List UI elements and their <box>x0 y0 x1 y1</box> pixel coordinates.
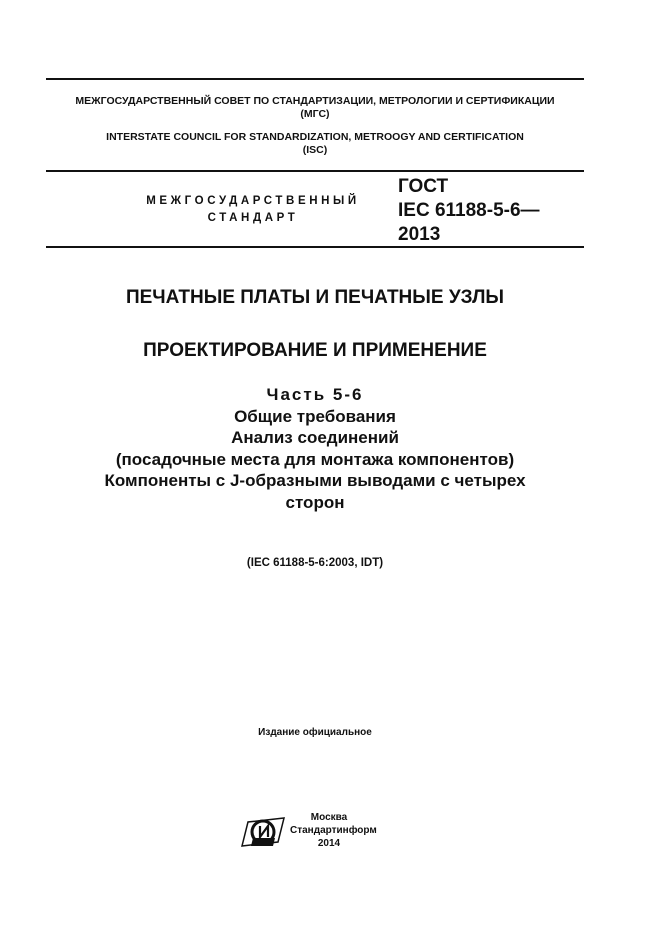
publisher-block <box>290 811 377 850</box>
top-rule <box>46 78 584 80</box>
standard-rule <box>46 246 584 248</box>
publication-year: 2014 <box>317 838 341 849</box>
document-title-line2: ПРОЕКТИРОВАНИЕ И ПРИМЕНЕНИЕ <box>143 340 487 361</box>
council-name-ru <box>46 95 584 121</box>
council-name-ru-line1: МЕЖГОСУДАРСТВЕННЫЙ СОВЕТ ПО СТАНДАРТИЗАЦИИ, МЕТРОЛОГИИ И СЕРТИФИКАЦИИ <box>75 95 555 107</box>
part-subtitle-line2: Анализ соединений <box>231 428 399 448</box>
publisher-name: Стандартинформ <box>290 825 377 836</box>
standard-type-label <box>128 193 378 227</box>
part-subtitle <box>40 384 590 514</box>
council-abbr-ru: (МГС) <box>300 108 330 120</box>
part-subtitle-line5: сторон <box>285 492 345 512</box>
part-subtitle-line4: Компоненты с J-образными выводами с четырех <box>104 471 526 491</box>
standard-code <box>398 175 598 247</box>
header-rule <box>46 170 584 172</box>
standartinform-logo-icon <box>238 812 290 852</box>
part-subtitle-line3: (посадочные места для монтажа компонентов) <box>115 449 515 469</box>
council-name-en-line1: INTERSTATE COUNCIL FOR STANDARDIZATION, METROOGY AND CERTIFICATION <box>106 131 524 143</box>
part-subtitle-line1: Общие требования <box>234 406 396 426</box>
standard-code-line1: ГОСТ <box>398 176 449 197</box>
iec-reference: (IEC 61188-5-6:2003, IDT) <box>246 557 384 569</box>
publisher-city: Москва <box>310 812 348 823</box>
standard-type-line2: СТАНДАРТ <box>207 212 299 224</box>
part-number: Часть 5-6 <box>266 385 364 404</box>
council-abbr-en: (ISC) <box>302 144 328 156</box>
standard-code-line2: IEC 61188-5-6— <box>398 200 540 221</box>
edition-note: Издание официальное <box>258 727 372 738</box>
document-title-line1: ПЕЧАТНЫЕ ПЛАТЫ И ПЕЧАТНЫЕ УЗЛЫ <box>125 287 505 308</box>
standard-type-line1: МЕЖГОСУДАРСТВЕННЫЙ <box>146 195 360 207</box>
standard-code-line3: 2013 <box>398 224 441 245</box>
council-name-en <box>46 131 584 157</box>
